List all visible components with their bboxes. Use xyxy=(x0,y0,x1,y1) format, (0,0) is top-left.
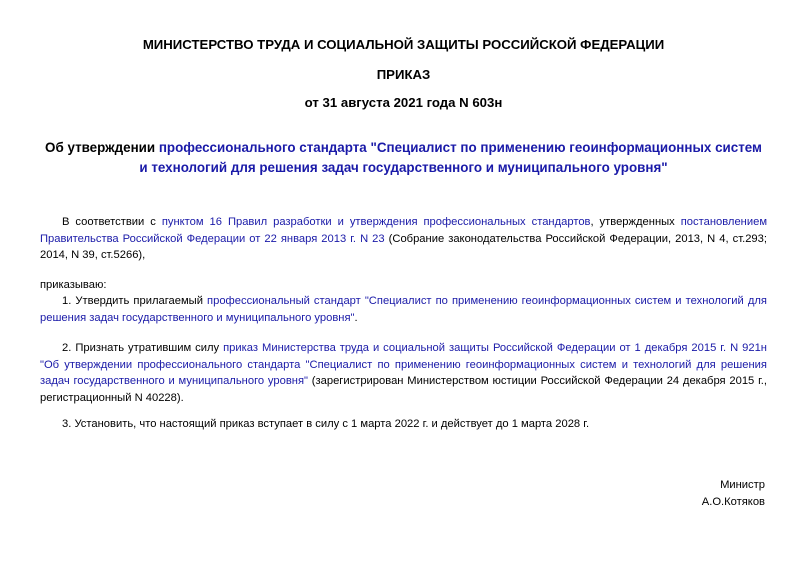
ministry-heading: МИНИСТЕРСТВО ТРУДА И СОЦИАЛЬНОЙ ЗАЩИТЫ РОССИЙСКОЙ ФЕДЕРАЦИИ xyxy=(142,37,665,52)
rules-link[interactable]: пунктом 16 Правил разработки и утверждения профессиональных стандартов xyxy=(161,216,591,228)
basis-text-2: , утвержденных xyxy=(590,216,681,228)
document-title xyxy=(40,138,767,178)
document-type: ПРИКАЗ xyxy=(376,67,431,82)
item-2-end: (зарегистрирован Министерством юстиции Российской Федерации 24 декабря 2015 г., регистрационный N 40228). xyxy=(40,375,767,404)
government-decree-link[interactable]: постановлением Правительства Российской Федерации от 22 января 2013 г. N 23 xyxy=(40,216,768,245)
paragraph-item-2 xyxy=(40,340,767,406)
item-2-text: 2. Признать утратившим силу xyxy=(62,342,224,354)
paragraph-item-1 xyxy=(40,293,767,326)
title-prefix: Об утверждении xyxy=(45,140,159,155)
order-word: приказываю: xyxy=(40,279,107,291)
previous-order-link[interactable]: приказ Министерства труда и социальной защиты Российской Федерации от 1 декабря 2015 г. N 921н "Об утверждении профессионального стандарта "Специалист по применению геоинформационных систем и технологий для решения задач государственного и муниципального уровня" xyxy=(40,342,767,388)
item-1-text: 1. Утвердить прилагаемый xyxy=(62,295,208,307)
document-date-number: от 31 августа 2021 года N 603н xyxy=(304,95,503,110)
basis-text-1: В соответствии с xyxy=(62,216,162,228)
paragraph-basis xyxy=(40,214,767,264)
standard-link[interactable]: профессиональный стандарт "Специалист по применению геоинформационных систем и технологий для решения задач государственного и муниципального уровня" xyxy=(40,295,767,324)
item-1-end: . xyxy=(354,311,358,324)
signatory-position: Министр xyxy=(720,479,765,491)
basis-text-3: (Собрание законодательства Российской Федерации, 2013, N 4, ст.293; 2014, N 39, ст.5266), xyxy=(40,232,767,262)
title-standard-link[interactable]: профессионального стандарта "Специалист по применению геоинформационных систем и технологий для решения задач государственного и муниципального уровня" xyxy=(139,140,762,175)
paragraph-item-3 xyxy=(40,416,767,433)
signatory-name: А.О.Котяков xyxy=(701,496,765,508)
signature-block xyxy=(702,477,765,511)
item-3-text: 3. Установить, что настоящий приказ вступает в силу с 1 марта 2022 г. и действует до 1 марта 2028 г. xyxy=(62,418,590,430)
